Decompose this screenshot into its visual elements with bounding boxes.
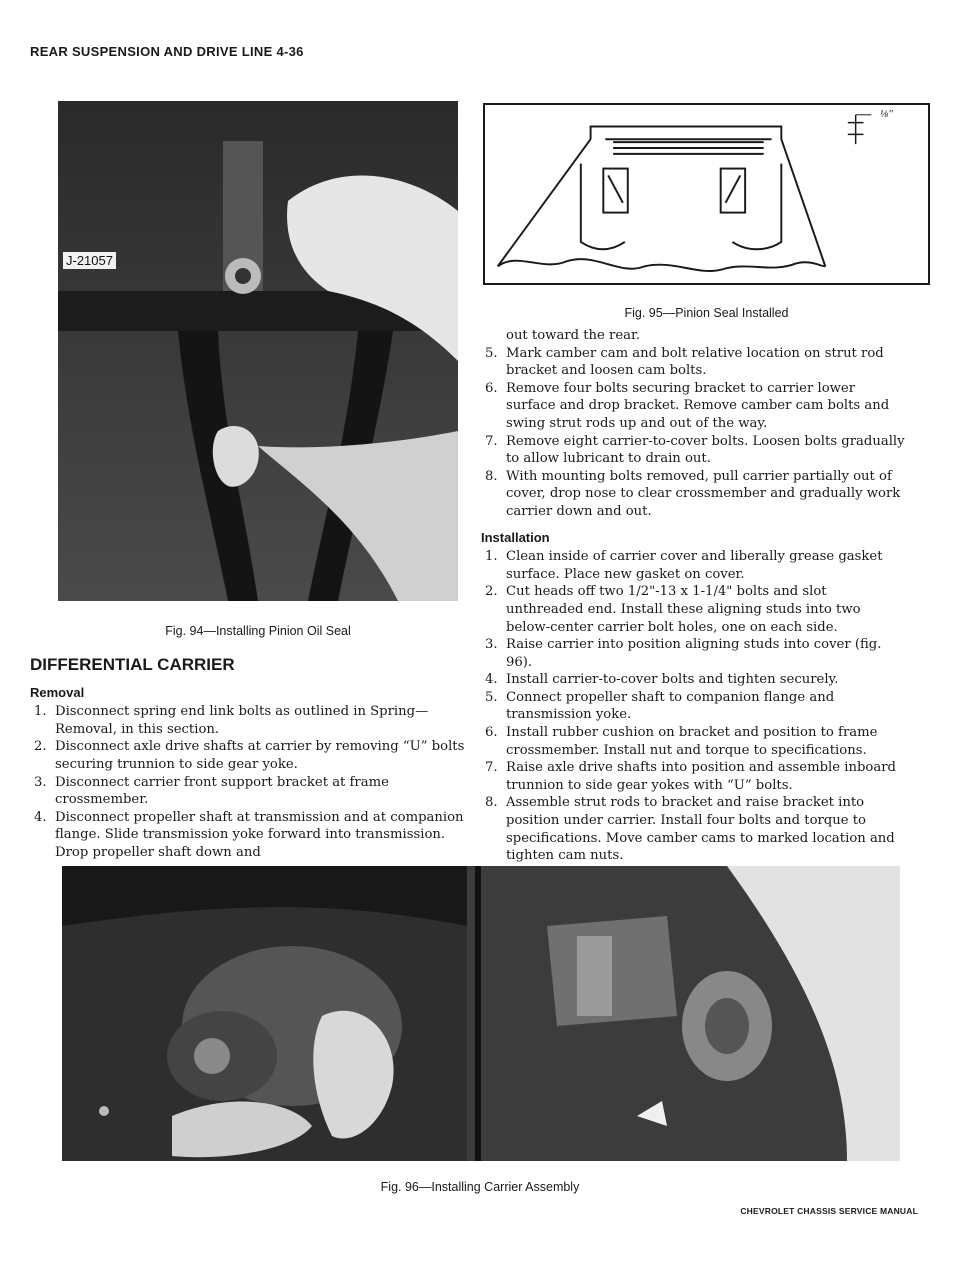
removal-title: Removal	[30, 684, 85, 700]
removal-list	[30, 703, 465, 861]
fig94-caption: Fig. 94—Installing Pinion Oil Seal	[165, 624, 351, 638]
fig95-diagram	[483, 103, 930, 285]
left-column	[30, 656, 465, 862]
fig96-caption: Fig. 96—Installing Carrier Assembly	[380, 1180, 580, 1194]
installation-list	[481, 548, 906, 865]
list-item: 1. Clean inside of carrier cover and liberally grease gasket surface. Place new gasket on cover.	[485, 549, 883, 582]
list-item: 3. Raise carrier into position aligning studs into cover (fig. 96).	[485, 637, 882, 670]
list-item: 7. Remove eight carrier-to-cover bolts. Loosen bolts gradually to allow lubricant to drain out.	[485, 433, 905, 467]
list-item: 8. Assemble strut rods to bracket and raise bracket into position under carrier. Install four bolts and torque to specifications. Move camber cams to marked location and tighten cam nuts.	[485, 795, 895, 864]
fig96-photo-right	[467, 866, 900, 1161]
fig95-caption: Fig. 95—Pinion Seal Installed	[624, 306, 789, 320]
dimension-label: ⅛"	[880, 108, 893, 120]
list-item: 5. Connect propeller shaft to companion flange and transmission yoke.	[485, 689, 835, 723]
list-item: 6. Install rubber cushion on bracket and position to frame crossmember. Install nut and torque to specifications.	[485, 725, 878, 758]
right-column	[481, 327, 906, 865]
fig94-photo	[58, 101, 458, 601]
fig96-photo-left	[62, 866, 467, 1161]
list-item: 7. Raise axle drive shafts into position and assemble inboard trunnion to side gear yokes with “U” bolts.	[485, 760, 896, 793]
list-item: 5. Mark camber cam and bolt relative location on strut rod bracket and loosen cam bolts.	[485, 345, 884, 379]
list-item: 4. Disconnect propeller shaft at transmission and at companion flange. Slide transmission yoke forward into transmission. Drop propeller shaft down and	[34, 809, 464, 860]
list-item: 4. Install carrier-to-cover bolts and tighten securely.	[485, 672, 839, 688]
list-item: 2. Cut heads off two 1/2"-13 x 1-1/4" bolts and slot unthreaded end. Install these aligning studs into two below-center carrier bolt holes, one on each side.	[485, 584, 861, 635]
section-title: DIFFERENTIAL CARRIER	[30, 655, 235, 674]
list-item: 2. Disconnect axle drive shafts at carrier by removing “U” bolts securing trunnion to side gear yoke.	[34, 739, 465, 772]
installation-title: Installation	[481, 529, 550, 545]
list-item: 1. Disconnect spring end link bolts as outlined in Spring—Removal, in this section.	[34, 704, 429, 737]
tool-label: J-21057	[63, 252, 116, 269]
footer: CHEVROLET CHASSIS SERVICE MANUAL	[740, 1206, 918, 1216]
list-item: 8. With mounting bolts removed, pull carrier partially out of cover, drop nose to clear crossmember and gradually work carrier down and out.	[485, 468, 901, 519]
list-item: 3. Disconnect carrier front support bracket at frame crossmember.	[34, 774, 389, 808]
removal-list-cont	[481, 345, 906, 521]
continuation-text: out toward the rear.	[506, 328, 641, 343]
list-item: 6. Remove four bolts securing bracket to carrier lower surface and drop bracket. Remove camber cam bolts and swing strut rods up and out of the way.	[485, 380, 890, 431]
page-header: REAR SUSPENSION AND DRIVE LINE 4-36	[30, 44, 304, 59]
